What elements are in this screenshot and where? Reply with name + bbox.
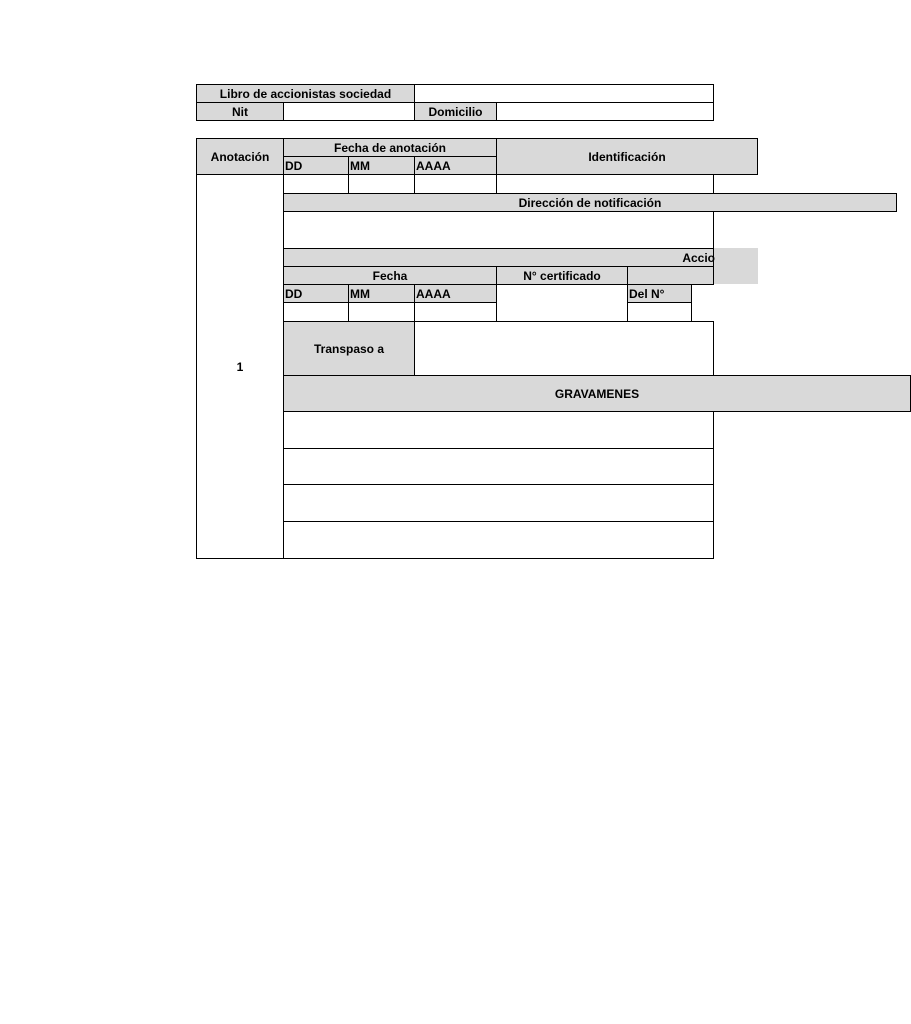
anotacion-header: Anotación [196, 138, 284, 175]
fecha-anotacion-aaaa: AAAA [414, 156, 497, 175]
fecha-anotacion-aaaa-input[interactable] [414, 174, 497, 194]
direccion-input[interactable] [283, 211, 714, 249]
identificacion-input[interactable] [496, 174, 714, 194]
gravamen-row-4[interactable] [283, 521, 714, 559]
nit-value-cell[interactable] [283, 102, 415, 121]
fecha-aaaa-input[interactable] [414, 302, 497, 322]
anotacion-number: 1 [196, 174, 284, 559]
del-numero-label: Del N° [627, 284, 692, 303]
fecha-dd-input[interactable] [283, 302, 349, 322]
acciones-label: Accio [682, 250, 715, 265]
transpaso-label: Transpaso a [283, 321, 415, 376]
gravamen-row-2[interactable] [283, 448, 714, 485]
del-numero-input[interactable] [627, 302, 692, 322]
fecha-mm: MM [348, 284, 415, 303]
transpaso-input[interactable] [414, 321, 714, 376]
domicilio-value-cell[interactable] [496, 102, 714, 121]
fecha-anotacion-mm: MM [348, 156, 415, 175]
fecha-anotacion-dd: DD [283, 156, 349, 175]
fecha-header: Fecha [283, 266, 497, 285]
fecha-anotacion-mm-input[interactable] [348, 174, 415, 194]
domicilio-label: Domicilio [414, 102, 497, 121]
acciones-range-header [627, 266, 714, 285]
direccion-header: Dirección de notificación [283, 193, 897, 212]
libro-label: Libro de accionistas sociedad [196, 84, 415, 103]
fecha-mm-input[interactable] [348, 302, 415, 322]
fecha-anotacion-header: Fecha de anotación [283, 138, 497, 157]
nit-label: Nit [196, 102, 284, 121]
libro-value-cell[interactable] [414, 84, 714, 103]
certificado-input[interactable] [496, 284, 628, 322]
certificado-header: N° certificado [496, 266, 628, 285]
fecha-dd: DD [283, 284, 349, 303]
gravamen-row-1[interactable] [283, 411, 714, 449]
fecha-aaaa: AAAA [414, 284, 497, 303]
fecha-anotacion-dd-input[interactable] [283, 174, 349, 194]
gravamen-row-3[interactable] [283, 484, 714, 522]
acciones-header [283, 248, 714, 267]
identificacion-header: Identificación [496, 138, 758, 175]
gravamenes-header: GRAVAMENES [283, 375, 911, 412]
